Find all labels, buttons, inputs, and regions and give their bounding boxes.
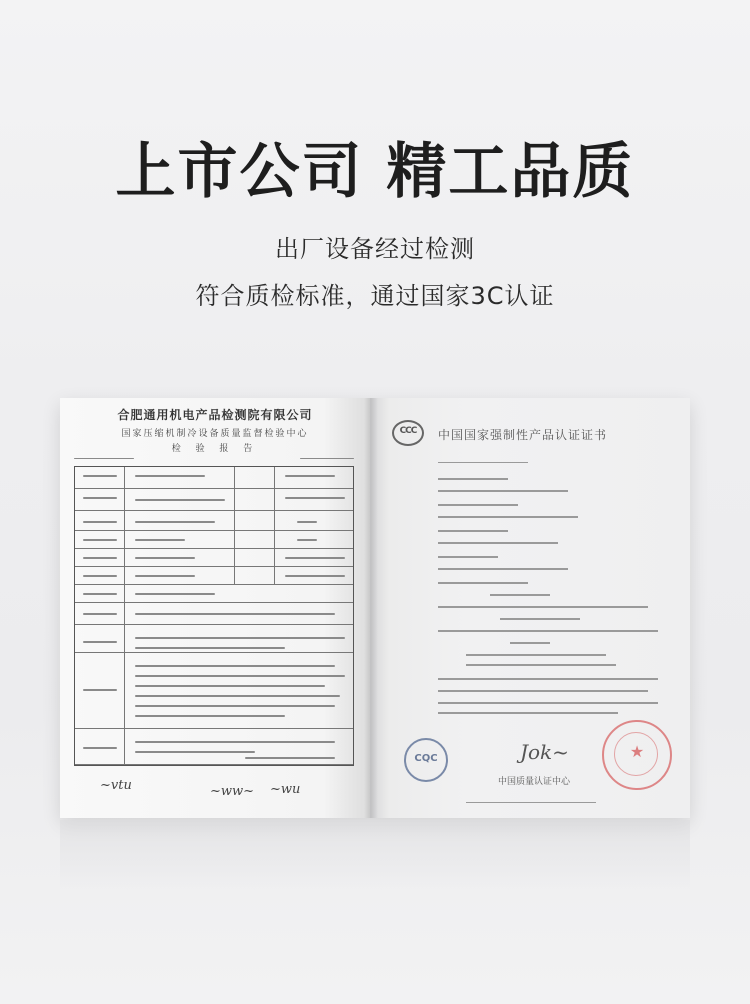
certificate-issuer: 中国质量认证中心 xyxy=(498,777,571,787)
headline: 上市公司 精工品质 xyxy=(115,137,635,207)
ccc-certificate-page xyxy=(370,398,690,818)
book-reflection xyxy=(60,820,690,890)
signature-2: ~ww~ xyxy=(210,784,255,799)
book-spine xyxy=(364,398,378,818)
ccc-logo-text: CCC xyxy=(399,426,417,436)
inspection-report-page xyxy=(60,398,370,818)
ccc-logo xyxy=(392,420,424,446)
signature-1: ~vtu xyxy=(100,778,132,793)
certificate-book-image xyxy=(60,398,690,818)
subtitle-line-1: 出厂设备经过检测 xyxy=(275,235,475,263)
report-title: 合肥通用机电产品检测院有限公司 xyxy=(117,408,313,422)
report-center: 国家压缩机制冷设备质量监督检验中心 xyxy=(121,429,309,439)
director-signature: Jok~ xyxy=(520,740,569,764)
cqc-logo xyxy=(404,738,448,782)
signature-3: ~wu xyxy=(270,782,301,797)
red-seal-stamp: ★ xyxy=(602,720,672,790)
cqc-logo-text: CQC xyxy=(414,753,438,764)
report-number-mark xyxy=(74,458,134,459)
report-table xyxy=(74,466,354,766)
table-row xyxy=(75,467,353,489)
report-page-mark xyxy=(300,458,354,459)
certificate-title: 中国国家强制性产品认证证书 xyxy=(438,428,608,442)
subtitle-line-2: 符合质检标准，通过国家3C认证 xyxy=(195,282,555,310)
report-doc-type: 检 验 报 告 xyxy=(171,444,259,454)
